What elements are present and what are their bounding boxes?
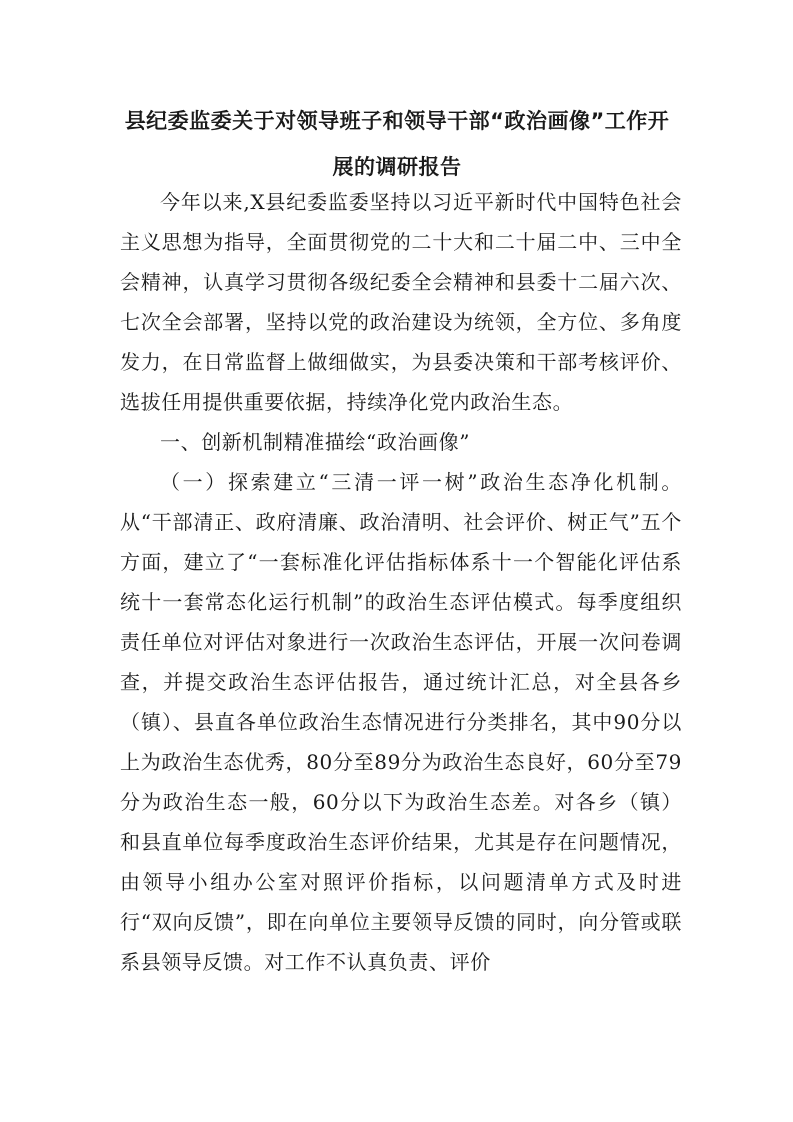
subsection-paragraph: （一）探索建立“三清一评一树”政治生态净化机制。从“干部清正、政府清廉、政治清明、社会评价、树正气”五个方面，建立了“一套标准化评估指标体系十一个智能化评估系统十一套常态化运行机制”的政治生态评估模式。每季度组织责任单位对评估对象进行一次政治生态评估，开展一次问卷调查，并提交政治生态评估报告，通过统计汇总，对全县各乡（镇）、县直各单位政治生态情况进行分类排名，其中90分以上为政治生态优秀，80分至89分为政治生态良好，60分至79分为政治生态一般，60分以下为政治生态差。对各乡（镇）和县直单位每季度政治生态评价结果，尤其是存在问题情况，由领导小组办公室对照评价指标，以问题清单方式及时进行“双向反馈”，即在向单位主要领导反馈的同时，向分管或联系县领导反馈。对工作不认真负责、评价 — [120, 470, 682, 974]
intro-paragraph: 今年以来,X县纪委监委坚持以习近平新时代中国特色社会主义思想为指导，全面贯彻党的二十大和二十届二中、三中全会精神，认真学习贯彻各级纪委全会精神和县委十二届六次、七次全会部署，坚持以党的政治建设为统领，全方位、多角度发力，在日常监督上做细做实，为县委决策和干部考核评价、选拔任用提供重要依据，持续净化党内政治生态。 — [120, 190, 682, 414]
section-heading: 一、创新机制精准描绘“政治画像” — [160, 430, 471, 454]
document-title: 县纪委监委关于对领导班子和领导干部“政治画像”工作开展的调研报告 — [124, 109, 670, 179]
document-body — [120, 182, 682, 982]
